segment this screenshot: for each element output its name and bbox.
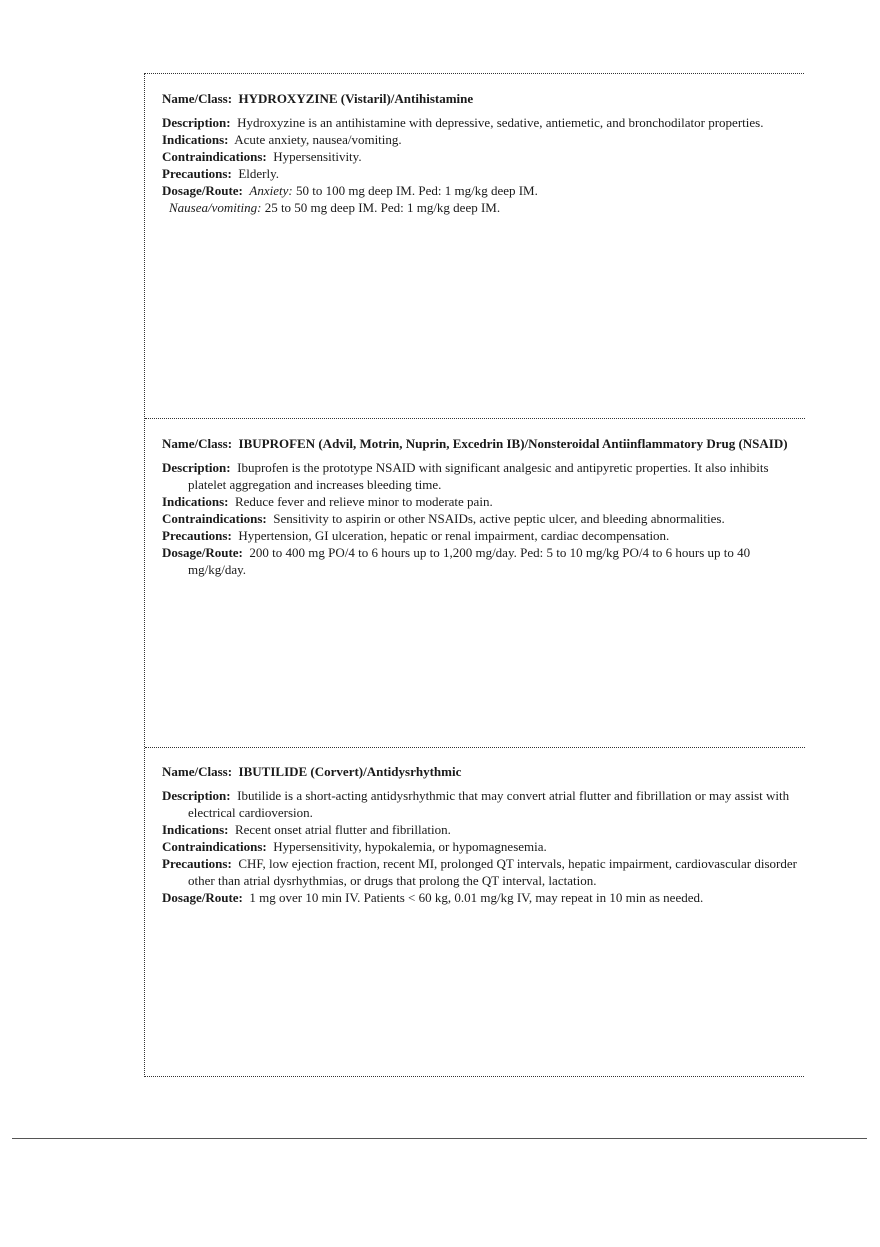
contraindications-field: [162, 510, 805, 527]
precautions-label: Precautions:: [162, 856, 232, 871]
contraindications-text: Hypersensitivity.: [273, 149, 362, 164]
dosage-anxiety-label: Anxiety:: [249, 183, 293, 198]
dosage-route-field: [162, 889, 805, 906]
contraindications-label: Contraindications:: [162, 149, 267, 164]
contraindications-label: Contraindications:: [162, 839, 267, 854]
precautions-label: Precautions:: [162, 166, 232, 181]
description-label: Description:: [162, 115, 231, 130]
dosage-route-label: Dosage/Route:: [162, 183, 243, 198]
description-text: Ibutilide is a short-acting antidysrhythmic that may convert atrial flutter and fibrillation or may assist with electrical cardioversion.: [188, 788, 790, 820]
indications-field: [162, 821, 805, 838]
card-divider: [145, 418, 805, 419]
drug-name-class: [162, 435, 805, 452]
drug-name-class: [162, 763, 805, 780]
contraindications-label: Contraindications:: [162, 511, 267, 526]
precautions-field: [162, 165, 805, 182]
drug-card-ibutilide: [145, 763, 805, 906]
indications-label: Indications:: [162, 822, 229, 837]
contraindications-text: Hypersensitivity, hypokalemia, or hypomagnesemia.: [273, 839, 547, 854]
description-field: [162, 787, 805, 821]
drug-name-class: [162, 90, 805, 107]
dosage-route-text: 1 mg over 10 min IV. Patients < 60 kg, 0.01 mg/kg IV, may repeat in 10 min as needed.: [249, 890, 704, 905]
drug-card-ibuprofen: [145, 435, 805, 578]
contraindications-field: [162, 838, 805, 855]
dosage-route-field: [162, 182, 805, 199]
name-class-label: Name/Class:: [162, 91, 233, 106]
name-class-label: Name/Class:: [162, 436, 233, 451]
precautions-field: [162, 527, 805, 544]
name-class-value: HYDROXYZINE (Vistaril)/Antihistamine: [238, 91, 474, 106]
description-label: Description:: [162, 788, 231, 803]
drug-card-hydroxyzine: [145, 90, 805, 216]
description-text: Ibuprofen is the prototype NSAID with significant analgesic and antipyretic properties. It also inhibits platelet aggregation and increases bleeding time.: [188, 460, 769, 492]
contraindications-text: Sensitivity to aspirin or other NSAIDs, active peptic ulcer, and bleeding abnormalities.: [273, 511, 725, 526]
dosage-route-text: 200 to 400 mg PO/4 to 6 hours up to 1,200 mg/day. Ped: 5 to 10 mg/kg PO/4 to 6 hours up to 40 mg/kg/day.: [188, 545, 751, 577]
name-class-value: IBUPROFEN (Advil, Motrin, Nuprin, Excedrin IB)/Nonsteroidal Antiinflammatory Drug (NSAID): [238, 436, 788, 451]
description-text: Hydroxyzine is an antihistamine with depressive, sedative, antiemetic, and bronchodilator properties.: [237, 115, 764, 130]
precautions-text: Elderly.: [238, 166, 279, 181]
drug-card-sheet: [144, 73, 804, 1077]
indications-label: Indications:: [162, 494, 229, 509]
dosage-route-label: Dosage/Route:: [162, 890, 243, 905]
precautions-text: CHF, low ejection fraction, recent MI, prolonged QT intervals, hepatic impairment, cardiovascular disorder other than atrial dysrhythmias, or drugs that prolong the QT interval, lactation.: [188, 856, 797, 888]
contraindications-field: [162, 148, 805, 165]
dosage-nausea-text: 25 to 50 mg deep IM. Ped: 1 mg/kg deep IM.: [264, 200, 501, 215]
indications-label: Indications:: [162, 132, 229, 147]
description-field: [162, 114, 805, 131]
indications-text: Recent onset atrial flutter and fibrillation.: [234, 822, 451, 837]
indications-text: Reduce fever and relieve minor to moderate pain.: [234, 494, 493, 509]
name-class-value: IBUTILIDE (Corvert)/Antidysrhythmic: [238, 764, 462, 779]
precautions-label: Precautions:: [162, 528, 232, 543]
name-class-label: Name/Class:: [162, 764, 233, 779]
dosage-nausea-label: Nausea/vomiting:: [169, 200, 262, 215]
dosage-anxiety-text: 50 to 100 mg deep IM. Ped: 1 mg/kg deep IM.: [295, 183, 538, 198]
indications-field: [162, 493, 805, 510]
dosage-route-field: [162, 544, 805, 578]
dosage-route-subfield: [162, 199, 805, 216]
card-divider: [145, 747, 805, 748]
description-label: Description:: [162, 460, 231, 475]
page-bottom-rule: [12, 1138, 867, 1139]
indications-field: [162, 131, 805, 148]
precautions-text: Hypertension, GI ulceration, hepatic or renal impairment, cardiac decompensation.: [238, 528, 670, 543]
indications-text: Acute anxiety, nausea/vomiting.: [234, 132, 402, 147]
precautions-field: [162, 855, 805, 889]
description-field: [162, 459, 805, 493]
dosage-route-label: Dosage/Route:: [162, 545, 243, 560]
